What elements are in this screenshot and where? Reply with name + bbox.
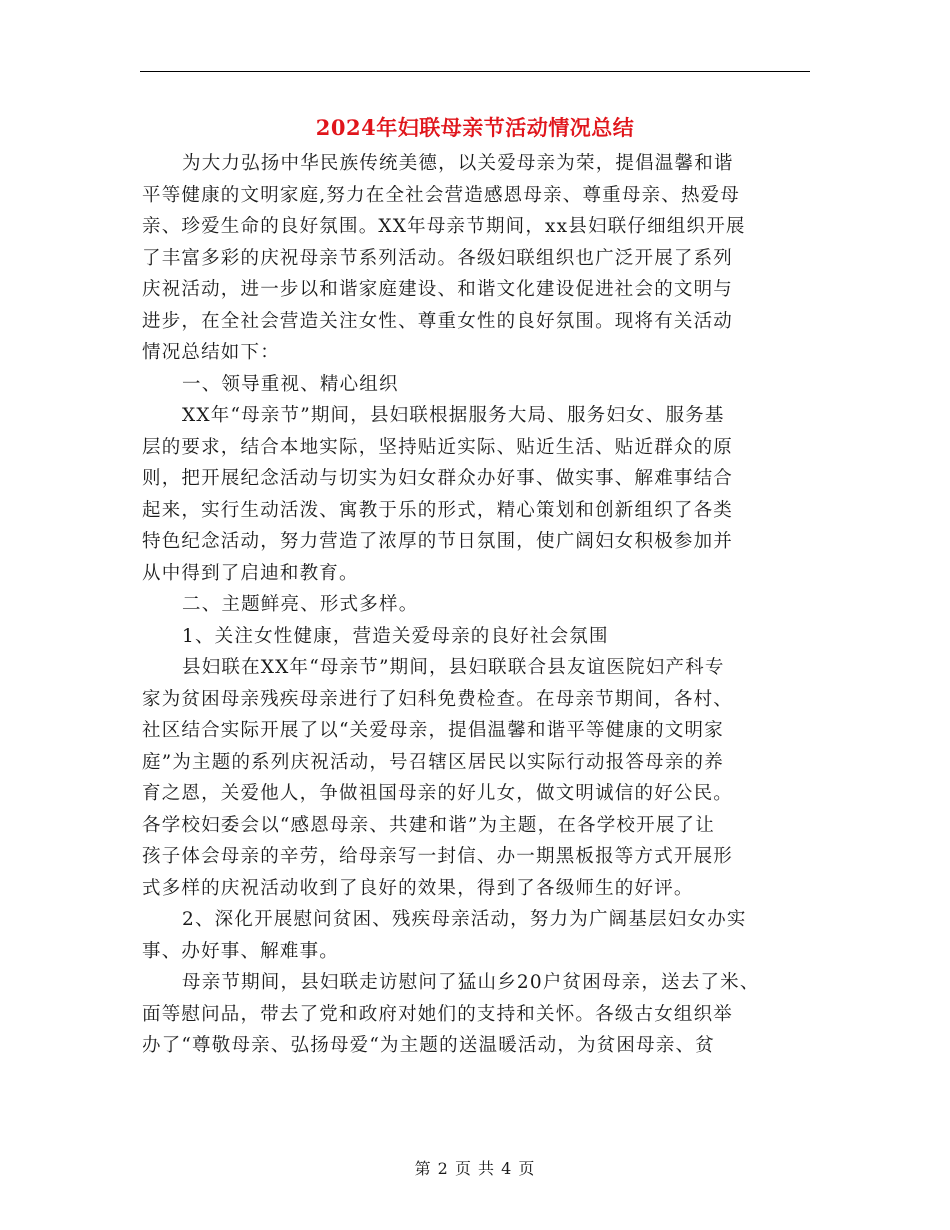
text-line: 庭”为主题的系列庆祝活动，号召辖区居民以实际行动报答母亲的养 bbox=[142, 751, 724, 773]
text-line: 各学校妇委会以“感恩母亲、共建和谐”为主题，在各学校开展了让 bbox=[142, 814, 715, 836]
text-line: 情况总结如下： bbox=[142, 342, 280, 363]
text-line: 层的要求，结合本地实际，坚持贴近实际、贴近生活、贴近群众的原 bbox=[142, 436, 734, 458]
text-line: 了丰富多彩的庆祝母亲节系列活动。各级妇联组织也广泛开展了系列 bbox=[142, 247, 734, 269]
document-title: 2024年妇联母亲节活动情况总结 bbox=[315, 115, 635, 140]
text-line: 为大力弘扬中华民族传统美德，以关爱母亲为荣，提倡温馨和谐 bbox=[182, 153, 734, 174]
text-line: 一、领导重视、精心组织 bbox=[182, 373, 399, 395]
text-line: 庆祝活动，进一步以和谐家庭建设、和谐文化建设促进社会的文明与 bbox=[142, 279, 734, 300]
text-line: 面等慰问品，带去了党和政府对她们的支持和关怀。各级古女组织举 bbox=[142, 1003, 734, 1025]
header-rule bbox=[140, 71, 810, 72]
text-line: 亲、珍爱生命的良好氛围。XX年母亲节期间，xx县妇联仔细组织开展 bbox=[142, 216, 746, 237]
document-body bbox=[142, 148, 810, 1062]
text-line: 式多样的庆祝活动收到了良好的效果，得到了各级师生的好评。 bbox=[142, 877, 694, 899]
text-line: 社区结合实际开展了以“关爱母亲，提倡温馨和谐平等健康的文明家 bbox=[142, 720, 724, 741]
text-line: 家为贫困母亲残疾母亲进行了妇科免费检查。在母亲节期间，各村、 bbox=[142, 688, 734, 710]
text-line: 县妇联在XX年“母亲节”期间，县妇联联合县友谊医院妇产科专 bbox=[182, 657, 725, 678]
text-line: 平等健康的文明家庭,努力在全社会营造感恩母亲、尊重母亲、热爱母 bbox=[142, 184, 741, 206]
text-line: 起来，实行生动活泼、寓教于乐的形式，精心策划和创新组织了各类 bbox=[142, 499, 734, 521]
text-line: XX年“母亲节”期间，县妇联根据服务大局、服务妇女、服务基 bbox=[182, 405, 725, 426]
text-line: 事、办好事、解难事。 bbox=[142, 940, 340, 962]
text-line: 二、主题鲜亮、形式多样。 bbox=[182, 594, 419, 615]
text-line: 则，把开展纪念活动与切实为妇女群众办好事、做实事、解难事结合 bbox=[142, 468, 734, 489]
text-line: 办了“尊敬母亲、弘扬母爱“为主题的送温暖活动，为贫困母亲、贫 bbox=[142, 1035, 715, 1056]
text-line: 1、关注女性健康，营造关爱母亲的良好社会氛围 bbox=[182, 625, 609, 647]
text-line: 孩子体会母亲的辛劳，给母亲写一封信、办一期黑板报等方式开展形 bbox=[142, 846, 734, 867]
text-line: 母亲节期间，县妇联走访慰问了猛山乡20户贫困母亲，送去了米、 bbox=[182, 972, 760, 993]
text-line: 2、深化开展慰问贫困、残疾母亲活动，努力为广阔基层妇女办实 bbox=[182, 909, 747, 930]
text-line: 育之恩，关爱他人，争做祖国母亲的好儿女，做文明诚信的好公民。 bbox=[142, 783, 734, 804]
page-footer: 第 2 页 共 4 页 bbox=[414, 1159, 536, 1178]
text-line: 特色纪念活动，努力营造了浓厚的节日氛围，使广阔妇女积极参加并 bbox=[142, 531, 734, 552]
text-line: 从中得到了启迪和教育。 bbox=[142, 562, 359, 584]
text-line: 进步，在全社会营造关注女性、尊重女性的良好氛围。现将有关活动 bbox=[142, 310, 734, 332]
